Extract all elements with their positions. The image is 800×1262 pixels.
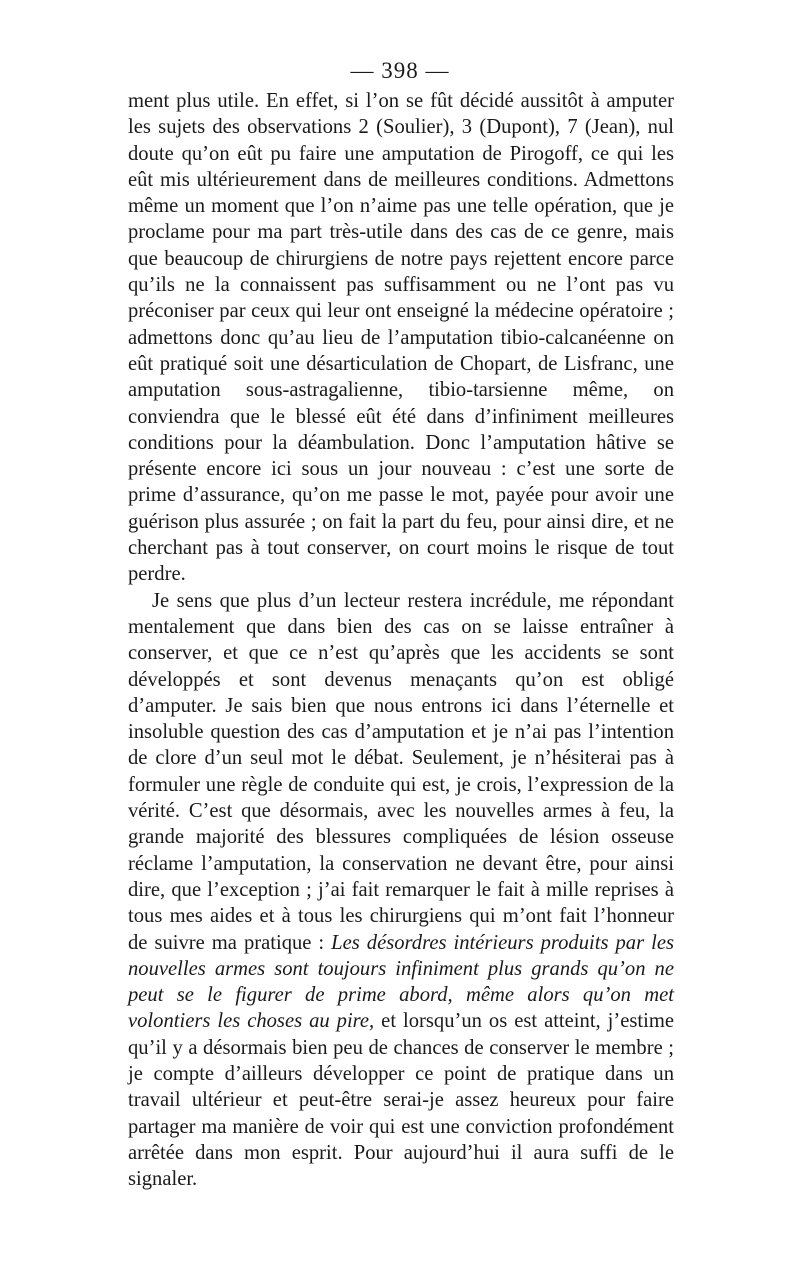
page-number: — 398 — xyxy=(350,58,450,83)
paragraph-1-text: ment plus utile. En effet, si l’on se fût décidé aussitôt à amputer les sujets des observations 2 (Soulier), 3 (Dupont), 7 (Jean), nul doute qu’on eût pu faire une amputation de Pirogoff, ce qui les eût mis ultérieurement dans de meilleures conditions. Admettons même un moment que l’on n’aime pas une telle opération, que je proclame pour ma part très-utile dans des cas de ce genre, mais que beaucoup de chirurgiens de notre pays rejettent encore parce qu’ils ne la connaissent pas suffisamment ou ne l’ont pas vu préconiser par ceux qui leur ont enseigné la médecine opératoire ; admettons donc qu’au lieu de l’amputation tibio-calcanéenne on eût pratiqué soit une désarticulation de Chopart, de Lisfranc, une amputation sous-astragalienne, tibio-tarsienne même, on conviendra que le blessé eût été dans d’infiniment meilleures conditions pour la déambulation. Donc l’amputation hâtive se présente encore ici sous un jour nouveau : c’est une sorte de prime d’assurance, qu’on me passe le mot, payée pour avoir une guérison plus assurée ; on fait la part du feu, pour ainsi dire, et ne cherchant pas à tout conserver, on court moins le risque de tout perdre. xyxy=(128,90,674,586)
paragraph-2-text-part-2: et lorsqu’un os est atteint, j’estime qu’il y a désormais bien peu de chances de conserver le membre ; je compte d’ailleurs développer ce point de pratique dans un travail ultérieur et peut-être serai-je assez heureux pour faire partager ma manière de voir qui est une conviction profondément arrêtée dans mon esprit. Pour aujourd’hui il aura suffi de le signaler. xyxy=(128,1010,674,1191)
paragraph-2-italic-maxim: Les désordres intérieurs produits par les nouvelles armes sont toujours infiniment plus grands qu’on ne peut se le figurer de prime abord, même alors qu’on met volontiers les choses au pire, xyxy=(128,931,674,1033)
body-text xyxy=(128,88,674,1192)
paragraph-2-text-part-1: Je sens que plus d’un lecteur restera incrédule, me répondant mentalement que dans bien des cas on se laisse entraîner à conserver, et que ce n’est qu’après que les accidents se sont développés et sont devenus menaçants qu’on est obligé d’amputer. Je sais bien que nous entrons ici dans l’éternelle et insoluble question des cas d’amputation et je n’ai pas l’intention de clore d’un seul mot le débat. Seulement, je n’hésiterai pas à formuler une règle de conduite qui est, je crois, l’expression de la vérité. C’est que désormais, avec les nouvelles armes à feu, la grande majorité des blessures compliquées de lésion osseuse réclame l’amputation, la conservation ne devant être, pour ainsi dire, que l’exception ; j’ai fait remarquer le fait à mille reprises à tous mes aides et à tous les chirurgiens qui m’ont fait l’honneur de suivre ma pratique : xyxy=(128,589,674,954)
paragraph-1 xyxy=(128,88,674,588)
paragraph-2 xyxy=(128,588,674,1193)
